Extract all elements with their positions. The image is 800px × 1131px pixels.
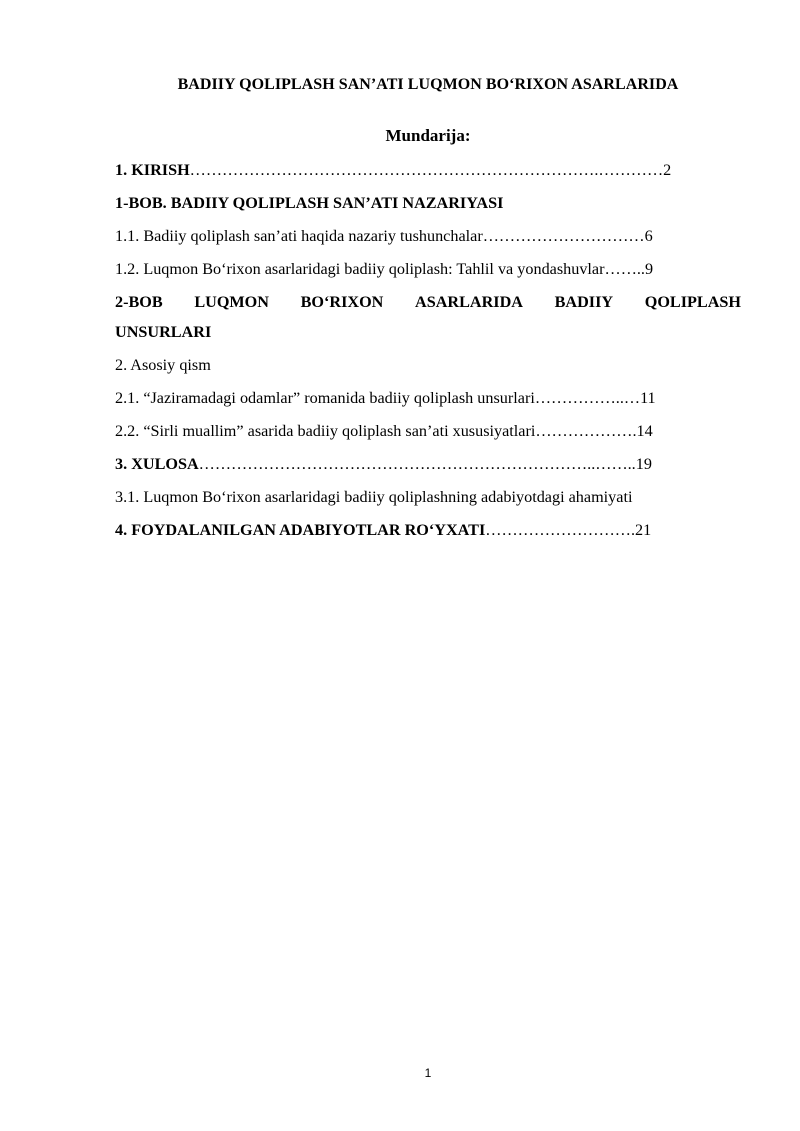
toc-entry-xulosa bbox=[115, 454, 741, 474]
toc-word: QOLIPLASH bbox=[644, 293, 741, 311]
toc-entry-label: 2. Asosiy qism bbox=[115, 356, 211, 374]
toc-entry-label: 2.2. “Sirli muallim” asarida badiiy qoliplash san’ati xususiyatlari bbox=[115, 422, 536, 440]
toc-entry-leader: ……………….14 bbox=[535, 422, 653, 440]
document-title: BADIIY QOLIPLASH SAN’ATI LUQMON BO‘RIXON ASARLARIDA bbox=[177, 76, 679, 93]
toc-entry-label: 1. KIRISH bbox=[115, 161, 190, 179]
toc-entry-leader: ……………..…11 bbox=[534, 389, 656, 407]
toc-entry-label: 3. XULOSA bbox=[115, 455, 199, 473]
toc-word: 2-BOB bbox=[115, 293, 163, 311]
toc-entry-label: 1.2. Luqmon Bo‘rixon asarlaridagi badiiy qoliplash: Tahlil va yondashuvlar bbox=[115, 260, 605, 278]
toc-heading: Mundarija: bbox=[385, 126, 471, 145]
toc-entry-label: 1-BOB. BADIIY QOLIPLASH SAN’ATI NAZARIYASI bbox=[115, 194, 504, 212]
toc-entry-label: UNSURLARI bbox=[115, 323, 212, 341]
toc-entry-2-1 bbox=[115, 388, 741, 408]
page-number: 1 bbox=[424, 1066, 432, 1080]
toc-entry-label: 4. FOYDALANILGAN ADABIYOTLAR RO‘YXATI bbox=[115, 521, 486, 539]
toc-entry-references bbox=[115, 520, 741, 540]
toc-word: BADIIY bbox=[554, 293, 614, 311]
toc-word: LUQMON bbox=[194, 293, 269, 311]
toc-entry-chapter-2-cont bbox=[115, 322, 741, 342]
toc-entry-label: 2.1. “Jaziramadagi odamlar” romanida badiiy qoliplash unsurlari bbox=[115, 389, 535, 407]
toc-word: BO‘RIXON bbox=[300, 293, 384, 311]
toc-entry-leader: ………………………………………………………………….…………2 bbox=[189, 161, 672, 179]
toc-entry-leader: ……………………….21 bbox=[485, 521, 652, 539]
toc-entry-kirish bbox=[115, 160, 741, 180]
toc-entry-leader: …………………………6 bbox=[482, 227, 653, 245]
toc-entry-leader: ……..9 bbox=[604, 260, 654, 278]
toc-word: ASARLARIDA bbox=[415, 293, 523, 311]
toc-entry-label: 1.1. Badiiy qoliplash san’ati haqida nazariy tushunchalar bbox=[115, 227, 483, 245]
toc-entry-2 bbox=[115, 355, 741, 375]
toc-entry-1-2 bbox=[115, 259, 741, 279]
toc-entry-2-2 bbox=[115, 421, 741, 441]
toc-entry-leader: ………………………………………………………………..……..19 bbox=[198, 455, 652, 473]
toc-entry-label: 3.1. Luqmon Bo‘rixon asarlaridagi badiiy qoliplashning adabiyotdagi ahamiyati bbox=[115, 488, 633, 506]
toc-entry-1-1 bbox=[115, 226, 741, 246]
toc-entry-3-1 bbox=[115, 487, 741, 507]
toc-entry-chapter-1 bbox=[115, 193, 741, 213]
toc-entry-chapter-2 bbox=[115, 292, 741, 312]
